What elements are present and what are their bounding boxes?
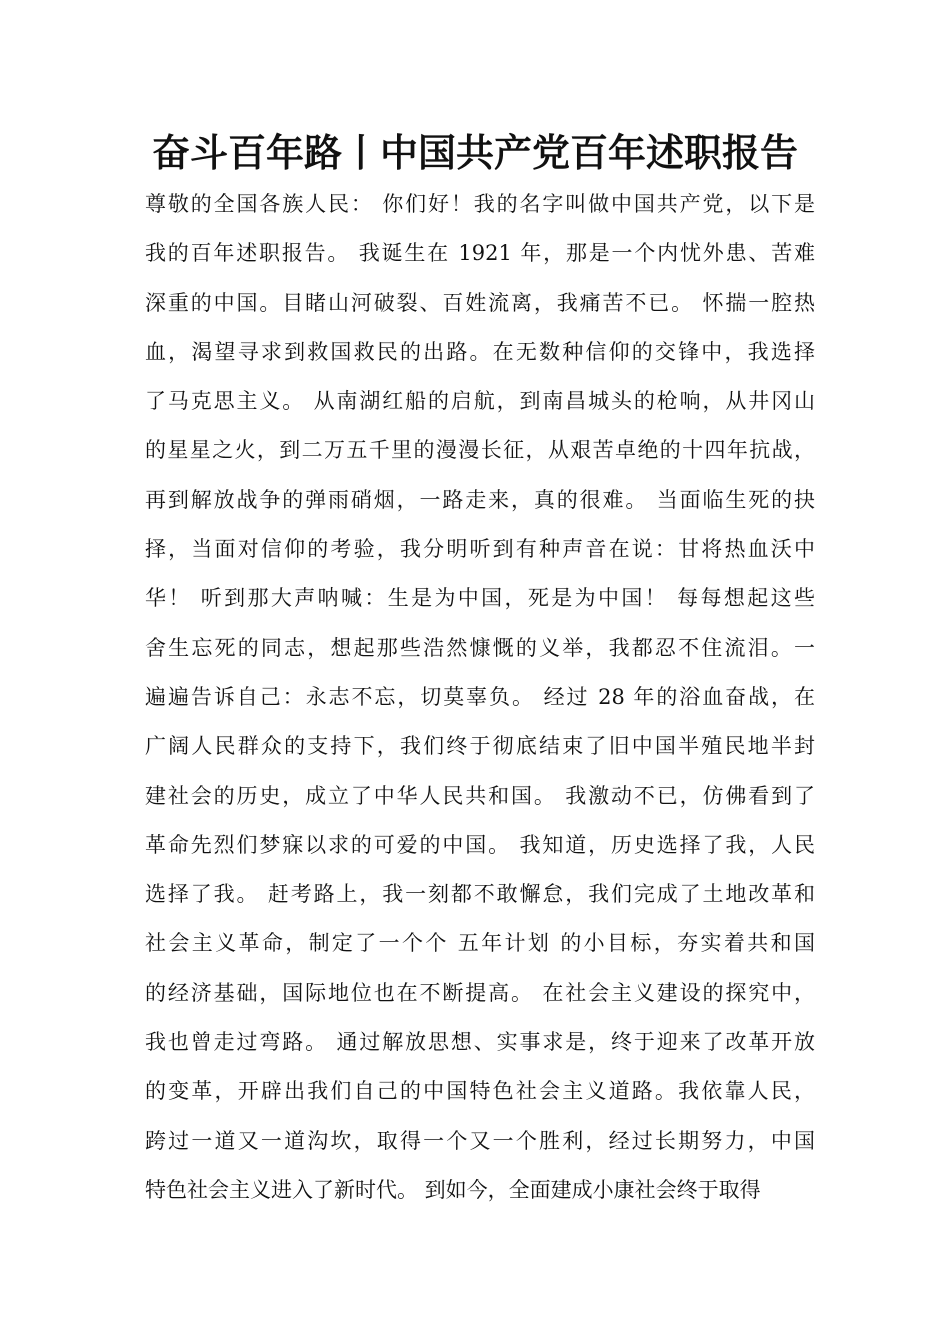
- body-line: 华！ 听到那大声呐喊：生是为中国，死是为中国！ 每每想起这些: [145, 586, 815, 611]
- body-line: 革命先烈们梦寐以求的可爱的中国。 我知道，历史选择了我，人民: [145, 832, 815, 857]
- body-line: 我的百年述职报告。 我诞生在 1921 年，那是一个内忧外患、苦难: [145, 241, 815, 266]
- body-line: 的变革，开辟出我们自己的中国特色社会主义道路。我依靠人民，: [145, 1079, 815, 1104]
- body-line: 社会主义革命，制定了一个个 五年计划 的小目标，夯实着共和国: [145, 931, 815, 956]
- body-line: 深重的中国。目睹山河破裂、百姓流离，我痛苦不已。 怀揣一腔热: [145, 290, 815, 315]
- body-line: 尊敬的全国各族人民： 你们好！我的名字叫做中国共产党，以下是: [145, 192, 815, 216]
- body-line: 了马克思主义。 从南湖红船的启航，到南昌城头的枪响，从井冈山: [145, 389, 815, 414]
- body-line: 建社会的历史，成立了中华人民共和国。 我激动不已，仿佛看到了: [145, 783, 815, 808]
- body-line: 遍遍告诉自己：永志不忘，切莫辜负。 经过 28 年的浴血奋战，在: [145, 684, 815, 709]
- body-line: 择，当面对信仰的考验，我分明听到有种声音在说：甘将热血沃中: [145, 537, 815, 562]
- body-line: 的星星之火，到二万五千里的漫漫长征，从艰苦卓绝的十四年抗战，: [145, 438, 815, 463]
- document-title: 奋斗百年路丨中国共产党百年述职报告: [151, 131, 798, 175]
- body-line: 舍生忘死的同志，想起那些浩然慷慨的义举，我都忍不住流泪。一: [145, 635, 815, 660]
- body-line: 选择了我。 赶考路上，我一刻都不敢懈怠，我们完成了土地改革和: [145, 882, 815, 907]
- body-line: 跨过一道又一道沟坎，取得一个又一个胜利，经过长期努力，中国: [145, 1128, 815, 1153]
- body-line: 再到解放战争的弹雨硝烟，一路走来，真的很难。 当面临生死的抉: [145, 487, 815, 512]
- body-line: 的经济基础，国际地位也在不断提高。 在社会主义建设的探究中，: [145, 980, 815, 1005]
- body-line: 血，渴望寻求到救国救民的出路。在无数种信仰的交锋中，我选择: [145, 339, 815, 364]
- document-body: [145, 180, 815, 1215]
- body-line: 我也曾走过弯路。 通过解放思想、实事求是，终于迎来了改革开放: [145, 1030, 815, 1055]
- body-line: 广阔人民群众的支持下，我们终于彻底结束了旧中国半殖民地半封: [145, 734, 815, 759]
- body-line: 特色社会主义进入了新时代。 到如今，全面建成小康社会终于取得: [145, 1177, 761, 1202]
